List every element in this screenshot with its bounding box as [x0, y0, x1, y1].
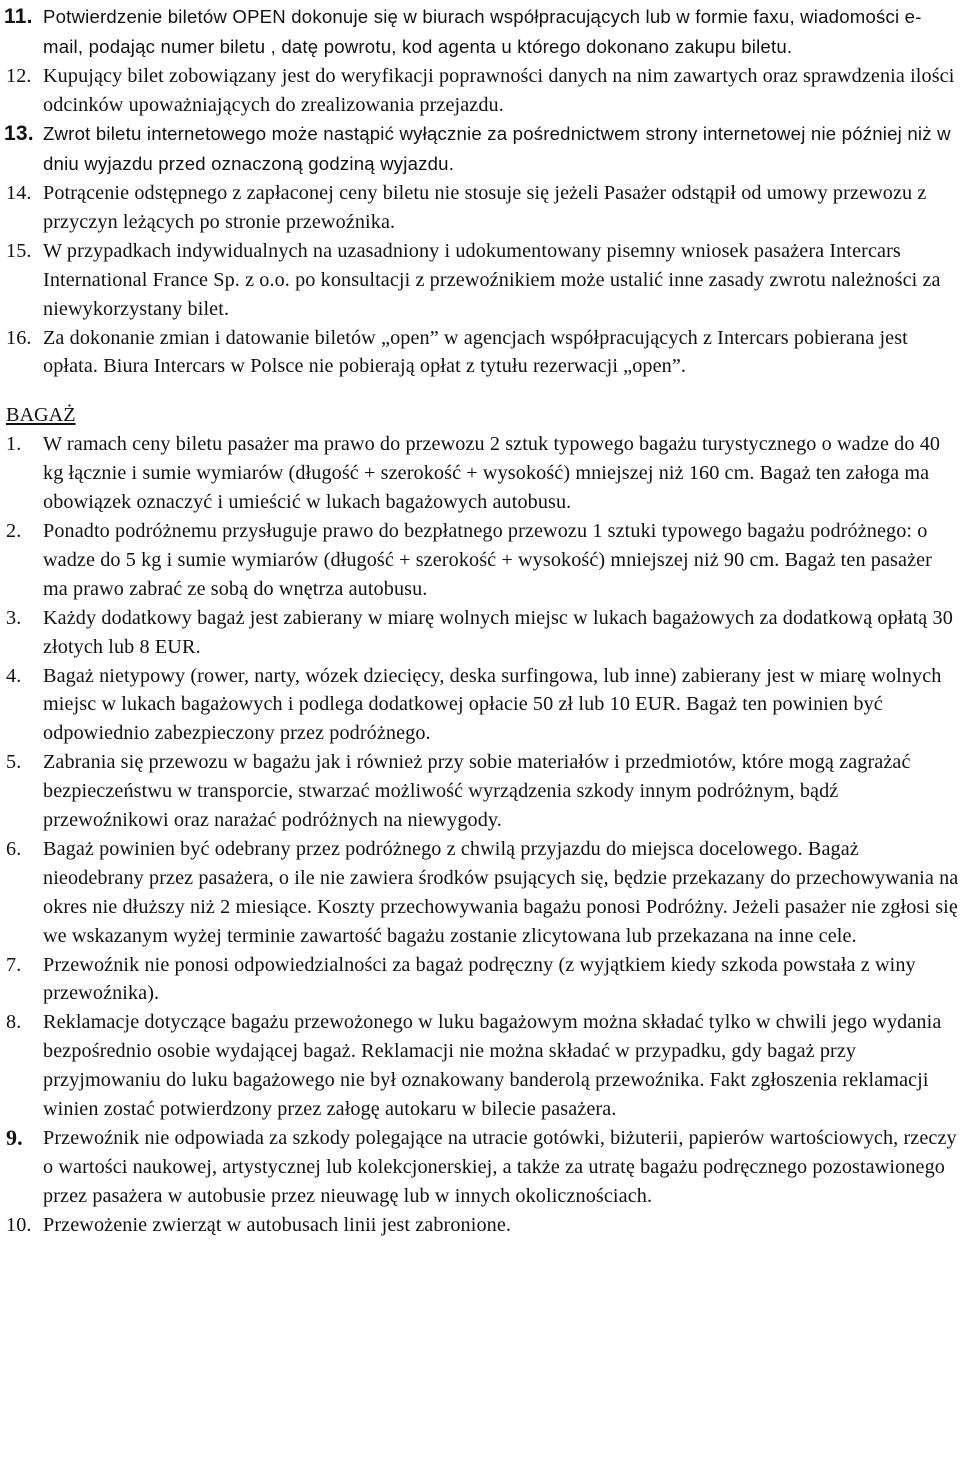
baggage-item-3: [0, 604, 960, 662]
item-number: 4.: [6, 664, 22, 687]
item-number: 5.: [6, 751, 22, 774]
item-text: Ponadto podróżnemu przysługuje prawo do bezpłatnego przewozu 1 sztuki typowego bagażu podróżnego: o wadze do 5 kg i sumie wymiarów (długość + szerokość + wysokość) mniejszej niż 90 cm. Bagaż ten pasażer ma prawo zabrać ze sobą do wnętrza autobusu.: [43, 519, 933, 600]
term-12: [0, 62, 960, 120]
term-number: 11.: [4, 5, 33, 28]
term-text: Potrącenie odstępnego z zapłaconej ceny biletu nie stosuje się jeżeli Pasażer odstąpił od umowy przewozu z przyczyn leżących po stronie przewoźnika.: [43, 182, 927, 233]
term-14: [0, 179, 960, 237]
term-text: Za dokonanie zmian i datowanie biletów „open” w agencjach współpracujących z Intercars pobierana jest opłata. Biura Intercars w Polsce nie pobierają opłat z tytułu rezerwacji „open”.: [43, 326, 908, 378]
item-number: 2.: [6, 519, 22, 542]
term-number: 12.: [6, 64, 32, 87]
baggage-item-4: [0, 662, 960, 749]
item-text: Bagaż nietypowy (rower, narty, wózek dziecięcy, deska surfingowa, lub inne) zabierany jest w miarę wolnych miejsc w lukach bagażowych i podlega dodatkowej opłacie 50 zł lub 10 EUR. Bagaż ten powinien być odpowiednio zabezpieczony przez podróżnego.: [43, 664, 942, 745]
term-text: Kupujący bilet zobowiązany jest do weryfikacji poprawności danych na nim zawartych oraz sprawdzenia ilości odcinków upoważniających do zrealizowania przejazdu.: [43, 64, 955, 116]
baggage-item-9: [0, 1124, 960, 1211]
item-text: W ramach ceny biletu pasażer ma prawo do przewozu 2 sztuk typowego bagażu turystycznego o wadze do 40 kg łącznie i sumie wymiarów (długość + szerokość + wysokość) mniejszej niż 160 cm. Bagaż ten załoga ma obowiązek oznaczyć i umieścić w lukach bagażowych autobusu.: [43, 433, 941, 514]
item-text: Każdy dodatkowy bagaż jest zabierany w miarę wolnych miejsc w lukach bagażowych za dodatkową opłatą 30 złotych lub 8 EUR.: [43, 606, 953, 658]
term-text: W przypadkach indywidualnych na uzasadniony i udokumentowany pisemny wniosek pasażera Intercars International France Sp. z o.o. po konsultacji z przewoźnikiem może ustalić inne zasady zwrotu należności za niewykorzystany bilet.: [43, 239, 941, 320]
term-15: [0, 237, 960, 324]
term-number: 13.: [4, 122, 34, 146]
item-text: Przewożenie zwierząt w autobusach linii jest zabronione.: [43, 1213, 512, 1236]
item-text: Bagaż powinien być odebrany przez podróżnego z chwilą przyjazdu do miejsca docelowego. Bagaż nieodebrany przez pasażera, o ile nie zawiera środków psujących się, będzie przekazany do przechowywania na okres nie dłuższy niż 2 miesiące. Koszty przechowywania bagażu ponosi Podróżny. Jeżeli pasażer nie zgłosi się we wskazanym wyżej terminie zawartość bagażu zostanie zlicytowana lub przekazana na inne cele.: [43, 837, 959, 947]
item-number: 9.: [6, 1125, 23, 1150]
item-number: 7.: [6, 953, 22, 976]
term-number: 16.: [6, 326, 32, 349]
term-text: Zwrot biletu internetowego może nastąpić wyłącznie za pośrednictwem strony internetowej nie później niż w dniu wyjazdu przed oznaczoną godziną wyjazdu.: [43, 123, 951, 175]
term-text: Potwierdzenie biletów OPEN dokonuje się w biurach współpracujących lub w formie faxu, wiadomości e-mail, podając numer biletu , datę powrotu, kod agenta u którego dokonano zakupu biletu.: [43, 6, 922, 57]
item-text: Reklamacje dotyczące bagażu przewożonego w luku bagażowym można składać tylko w chwili jego wydania bezpośrednio osobie wydającej bagaż. Reklamacji nie można składać w przypadku, gdy bagaż przy przyjmowaniu do luku bagażowego nie był oznakowany banderolą przewoźnika. Fakt zgłoszenia reklamacji winien zostać potwierdzony przez załogę autokaru w bilecie pasażera.: [43, 1011, 942, 1121]
baggage-item-6: [0, 835, 960, 951]
item-number: 1.: [6, 433, 22, 456]
item-text: Przewoźnik nie ponosi odpowiedzialności za bagaż podręczny (z wyjątkiem kiedy szkoda powstała z winy przewoźnika).: [43, 953, 916, 1005]
baggage-item-1: [0, 430, 960, 517]
term-11: [0, 2, 960, 62]
section-heading-baggage: BAGAŻ: [6, 404, 76, 427]
term-number: 15.: [6, 239, 32, 262]
baggage-item-8: [0, 1008, 960, 1124]
item-number: 3.: [6, 606, 22, 629]
item-number: 6.: [6, 837, 22, 860]
baggage-item-2: [0, 517, 960, 604]
baggage-item-5: [0, 748, 960, 835]
item-text: Zabrania się przewozu w bagażu jak i również przy sobie materiałów i przedmiotów, które mogą zagrażać bezpieczeństwu w transporcie, stwarzać możliwość wyrządzenia szkody innym podróżnym, bądź przewoźnikowi oraz narażać podróżnych na niewygody.: [43, 751, 911, 832]
term-13: [0, 119, 960, 179]
item-number: 10.: [6, 1213, 32, 1236]
term-16: [0, 324, 960, 382]
term-number: 14.: [6, 182, 32, 204]
baggage-item-7: [0, 951, 960, 1009]
item-number: 8.: [6, 1011, 22, 1034]
item-text: Przewoźnik nie odpowiada za szkody polegające na utracie gotówki, biżuterii, papierów wartościowych, rzeczy o wartości naukowej, artystycznej lub kolekcjonerskiej, a także za utratę bagażu podręcznego pozostawionego przez pasażera w autobusie przez nieuwagę lub w innych okolicznościach.: [43, 1127, 957, 1207]
baggage-item-10: [0, 1211, 960, 1240]
